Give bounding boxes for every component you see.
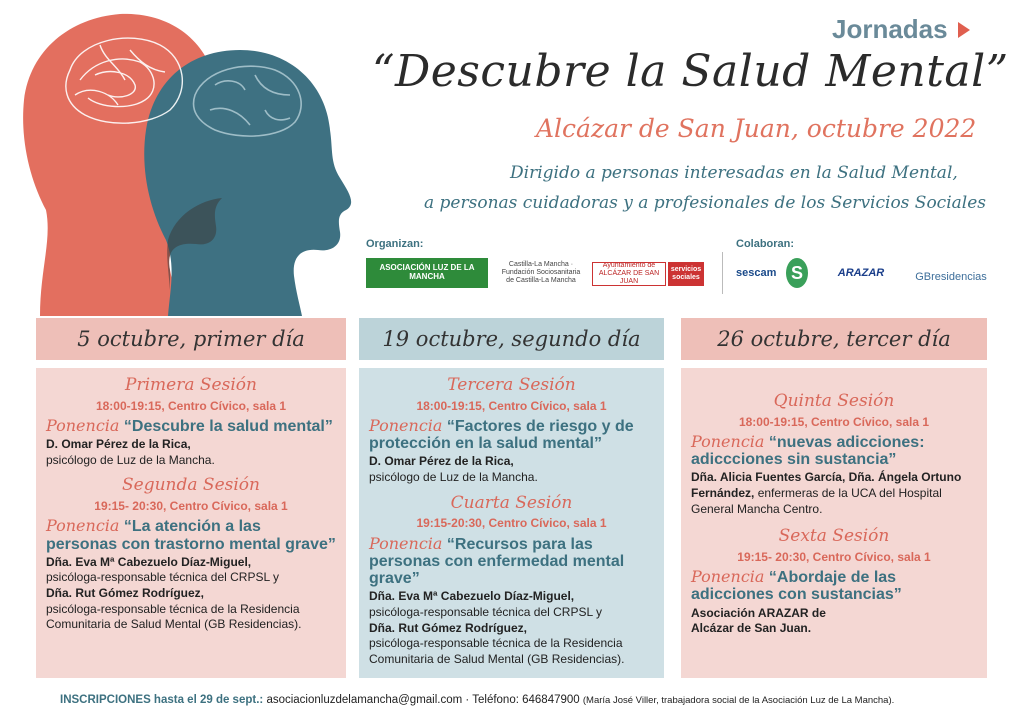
audience-line-1: Dirigido a personas interesadas en la Salud Mental, [510,163,958,183]
session-topic [691,568,977,604]
logo-gb-residencias: GBresidencias [915,270,987,283]
day-3-heading: 26 octubre, tercer día [681,318,987,360]
ponencia-label: Ponencia [46,415,120,435]
ponencia-label: Ponencia [369,533,443,553]
organizers-label: Organizan: [366,238,424,250]
session-speaker [46,437,336,468]
session-time: 18:00-19:15, Centro Cívico, sala 1 [416,398,607,413]
ponencia-label: Ponencia [691,567,765,587]
logo-arazar: ARAZAR [837,266,885,279]
session-title: Primera Sesión [125,375,257,395]
teal-head-silhouette [144,50,351,316]
day-2-panel [359,368,664,678]
ponencia-label: Ponencia [691,431,765,451]
speaker-role: psicóloga-responsable técnica del CRPSL y [369,604,603,619]
registration-email[interactable]: asociacionluzdelamancha@gmail.com [266,694,463,706]
collaborators-label: Colaboran: [736,238,795,250]
registration-phone: · Teléfono: 646847900 [465,694,580,706]
session-time: 18:00-19:15, Centro Cívico, sala 1 [95,398,287,413]
logo-ayuntamiento: Ayuntamiento de ALCÁZAR DE SAN JUAN [592,262,666,286]
sescam-s-icon: S [786,258,808,288]
logo-servicios-sociales: servicios sociales [668,262,704,286]
topic-text: “Descubre la salud mental” [123,417,333,435]
registration-footer [60,694,894,706]
session-topic [46,417,336,435]
speaker-role: psicóloga-responsable técnica del CRPSL y [46,570,280,585]
session-speaker [369,589,654,667]
speaker-name: Dña. Rut Gómez Rodríguez, [369,620,528,635]
day-1-heading: 5 octubre, primer día [36,318,346,360]
ponencia-label: Ponencia [46,516,120,536]
session-title: Quinta Sesión [773,391,895,411]
speaker-role: psicólogo de Luz de la Mancha. [46,452,215,467]
session-title: Sexta Sesión [778,526,890,547]
speaker-name: Dña. Eva Mª Cabezuelo Díaz-Miguel, [369,589,575,604]
registration-note: (María José Viller, trabajadora social de la Asociación Luz de La Mancha). [582,695,895,706]
speaker-name: Dña. Rut Gómez Rodríguez, [46,586,205,601]
session-title: Tercera Sesión [447,375,576,395]
topic-text: “Recursos para las personas con enfermedad mental grave” [369,535,625,588]
session-speaker [46,555,336,633]
session-time: 18:00-19:15, Centro Cívico, sala 1 [738,414,930,429]
topic-text: “nuevas adicciones: adiccciones sin sustancia” [691,433,925,469]
heads-illustration [0,0,360,316]
session-time: 19:15- 20:30, Centro Cívico, sala 1 [94,498,288,513]
logo-castilla-la-mancha: Castilla-La Mancha · Fundación Sociosanitaria de Castilla-La Mancha [501,261,581,284]
speaker-role: psicóloga-responsable técnica de la Residencia Comunitaria de Salud Mental (GB Residencias). [369,636,625,666]
event-subtitle: Alcázar de San Juan, octubre 2022 [536,114,977,143]
logo-luz-de-la-mancha: ASOCIACIÓN LUZ DE LA MANCHA [366,258,488,288]
speaker-role: psicóloga-responsable técnica de la Residencia Comunitaria de Salud Mental (GB Residencias). [46,601,302,632]
session-time: 19:15-20:30, Centro Cívico, sala 1 [416,516,607,531]
speaker-name: Dña. Eva Mª Cabezuelo Díaz-Miguel, [46,554,252,569]
day-3-panel [681,368,987,678]
session-topic [691,433,977,469]
speaker-role: enfermeras de la UCA del Hospital General Mancha Centro. [691,486,942,516]
speaker-name: Dña. Alicia Fuentes García, Dña. Ángela Ortuno Fernández, [691,470,962,501]
session-speaker [691,606,851,637]
day-2-heading: 19 octubre, segundo día [359,318,664,360]
play-arrow-icon [958,22,970,38]
sponsor-divider [722,252,723,294]
ponencia-label: Ponencia [369,415,443,435]
session-time: 19:15- 20:30, Centro Cívico, sala 1 [737,549,931,564]
day-1-panel [36,368,346,678]
session-speaker [369,454,654,485]
session-title: Cuarta Sesión [450,492,573,513]
speaker-role: psicólogo de Luz de la Mancha. [369,470,538,485]
topic-text: “Factores de riesgo y de protección en la salud mental” [369,417,634,453]
topic-text: “La atención a las personas con trastorno mental grave” [46,518,336,553]
speaker-name: D. Omar Pérez de la Rica, [46,437,191,452]
main-title: “Descubre la Salud Mental” [372,46,1009,97]
session-topic [46,517,336,553]
session-speaker [691,470,977,517]
audience-line-2: a personas cuidadoras y a profesionales de los Servicios Sociales [424,193,986,213]
session-topic [369,535,654,588]
registration-label: INSCRIPCIONES hasta el 29 de sept.: [60,694,264,706]
topic-text: “Abordaje de las adicciones con sustancias” [691,569,902,604]
logo-sescam: sescam [736,266,777,279]
jornadas-label: Jornadas [832,14,948,44]
session-title: Segunda Sesión [122,475,260,496]
speaker-name: D. Omar Pérez de la Rica, [369,454,514,469]
speaker-name: Asociación ARAZAR de Alcázar de San Juan. [691,605,826,636]
session-topic [369,417,654,453]
